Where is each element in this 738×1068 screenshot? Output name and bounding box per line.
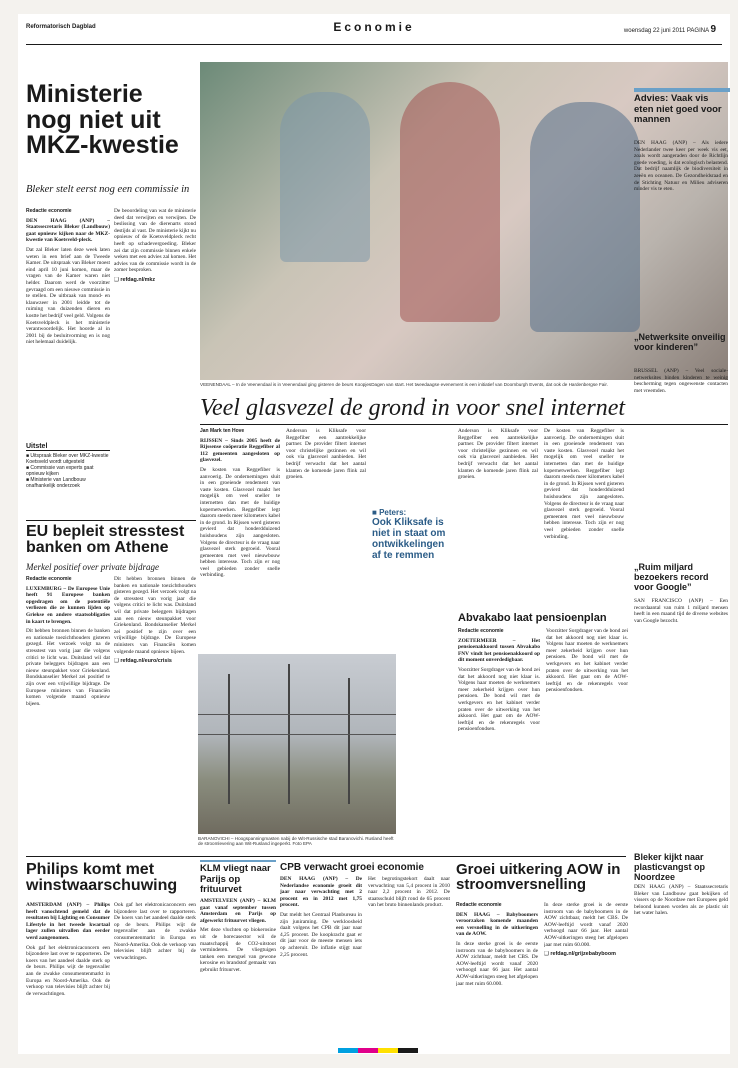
byline-aow: Redactie economie (456, 902, 502, 908)
subhead-greece: Merkel positief over private bijdrage (26, 562, 159, 572)
lead-glasvezel: RIJSSEN – Sinds 2005 heeft de Rijssense coöperatie Reggefiber al 112 gemeenten aangesloten op glasvezel. (200, 437, 280, 464)
byline-abvakabo: Redactie economie (458, 628, 504, 634)
body-glasvezel-2: Anderson is Kliksafe voor Reggefiber een aantrekkelijke partner. De provider filtert internet voor christelijke gezinnen en wil ook via glasvezel aanbieden. Het bedrijf verwacht dat het aantal klanten de komende jaren flink zal groeien. (286, 428, 366, 481)
quote-name: ■ Peters: (372, 508, 407, 517)
article-aow-col1 (456, 902, 538, 1046)
sidebar-bleker-text: DEN HAAG (ANP) – Staatssecretaris Bleker van Landbouw gaat bekijken of vissers op de Noordzee met Europees geld beloond kunnen worden als ze plastic uit het water halen. (634, 884, 728, 917)
subhead-mkz: Bleker stelt eerst nog een commissie in (26, 184, 190, 195)
sidebar-bar (634, 88, 730, 92)
newspaper-page (18, 14, 730, 1054)
sidebar-bleker-title: Bleker kijkt naar plasticvangst op Noordzee (634, 852, 706, 882)
sidebar-net-title: „Netwerksite onveilig voor kinderen” (634, 332, 726, 352)
paper-name: Reformatorisch Dagblad (26, 24, 96, 30)
headline-glasvezel: Veel glasvezel de grond in voor snel internet (200, 395, 626, 421)
lead-greece: LUXEMBURG – De Europese Unie heeft 91 Europese banken opgedragen om de potentiële verliezen die ze kunnen lijden op Griekse en andere staatsobligaties in kaart te brengen. (26, 585, 110, 625)
lead-aow: DEN HAAG – Babyboomers veroorzaken komende maanden een versnelling in de uitkeringen van de AOW. (456, 911, 538, 938)
color-registration-bar (338, 1048, 418, 1053)
quote-box (372, 508, 452, 598)
body-glasvezel: De kosten van Reggefiber is aanvoerig. De ondernemingen sluit in een groeiende rendement van vaste kosten. Glasvezel maakt het mogelijk om veel sneller te internetten dan met de huidige kopernetwerken. Reggefiber legt daarom steeds meer kilometers kabel in de grond. In Rijssen werd gisteren gevierd dat honderdduizend huishoudens zijn aangesloten. Volgens de directeur is de vraag naar glasvezel sterk gegroeid. Vooral gemeenten met veel nieuwbouw hebben interesse. Toch zijn er nog veel gebieden zonder snelle verbinding. (200, 466, 280, 579)
body-philips: Ook gaf het elektronicaconcern een bijzondere last over te rapporteren. De koers van het aandeel daalde sterk op de beurs. Philips wijt de tegenvaller aan de zwakke consumentenmarkt in Europa en Noord-Amerika. Ook de verkoop van televisies blijft achter bij de verwachtingen. (26, 944, 110, 997)
issue-date: woensdag 22 juni 2011 (623, 28, 686, 34)
sidebar-google-body (634, 598, 728, 822)
uitstel-box (26, 444, 110, 508)
swatch (338, 1048, 358, 1053)
article-mkz-col2 (114, 208, 196, 488)
byline-glasvezel: Jan Mark ten Hove (200, 428, 245, 434)
body-abvakabo-2: Voorzitter Sorgdrager van de bond zei dat het akkoord nog niet klaar is. Volgens haar moeten de werknemers meer zekerheid krijgen over hun pensioen. De bond wil met de werkgevers en het kabinet verder praten over de uitwerking van het akkoord. Het gaat om de AOW-leeftijd en de rekenregels voor pensioenfondsen. (546, 628, 628, 694)
photo-wire (198, 734, 396, 735)
headline-abvakabo: Abvakabo laat pensioenplan (458, 612, 607, 624)
caption-main-photo: VEENENDAAL – In de Veenendaal is in Veenendaal ging gisteren de beurs KoopjesDagen van start. Het tweedaagse evenement is een initiatief van Doornburgh Events, dat ook de Hardenbergse Fair. (200, 382, 608, 387)
photo-power-lines (198, 654, 396, 834)
photo-credit: Foto EPA (292, 841, 312, 847)
article-glasvezel-col4 (458, 428, 538, 608)
article-abvakabo-col1 (458, 628, 540, 838)
body-cpb: Dat meldt het Centraal Planbureau in zijn juniraming. De werkloosheid daalt volgens het CPB dit jaar naar 4,25 procent. De koopkracht gaat er dit jaar voor de meeste mensen iets op achteruit. De inflatie stijgt naar 2,25 procent. (280, 911, 362, 958)
body-greece: Dit hebben bronnen binnen de banken en nationale toezichthouders gisteren gezegd. Het verzoek volgt na de stresstest van vorig jaar die volgens critici te licht was. Duitsland wil dat private beleggers bijdragen aan een nieuw steunpakket voor Griekenland. Bondskanselier Merkel zei positief te zijn over een vrijwillige bijdrage. De Europese ministers van Financiën komen volgende maand opnieuw bijeen. (26, 628, 110, 707)
photo-figure (400, 82, 500, 322)
lead-philips: AMSTERDAM (ANP) – Philips heeft vanochtend gemeld dat de resultaten bij Lighting en Consumer Lifestyle in het tweede kwartaal lager zullen uitvallen dan eerder werd aangenomen. (26, 902, 110, 941)
article-philips-col1 (26, 902, 110, 1046)
headline-mkz: Ministerie nog niet uit MKZ-kwestie (26, 80, 179, 159)
article-cpb-col1 (280, 876, 362, 1046)
uitstel-item: ■ Commissie van experts gaat opnieuw kijken (26, 465, 94, 477)
article-greece-col1 (26, 576, 110, 848)
body-glasvezel-4: Anderson is Kliksafe voor Reggefiber een aantrekkelijke partner. De provider filtert internet voor christelijke gezinnen en wil ook via glasvezel aanbieden. Het bedrijf verwacht dat het aantal klanten de komende jaren flink zal groeien. (458, 428, 538, 481)
sidebar-advice-body (634, 140, 728, 326)
body-cpb-2: Het begrotingstekort daalt naar verwachting van 5,4 procent in 2010 naar 2,2 procent in 2012. De staatsschuld blijft rond de 65 procent van het bruto binnenlands product. (368, 876, 450, 909)
article-glasvezel-col1 (200, 428, 280, 648)
headline-philips: Philips komt met winstwaarschuwing (26, 861, 178, 895)
page-label: PAGINA (686, 28, 709, 34)
body-abvakabo: Voorzitter Sorgdrager van de bond zei dat het akkoord nog niet klaar is. Volgens haar moeten de werknemers meer zekerheid krijgen over hun pensioen. De bond wil met de werkgevers en het kabinet verder praten over de uitwerking van het akkoord. Het gaat om de AOW-leeftijd en de rekenregels voor pensioenfondsen. (458, 666, 540, 733)
photo-figure (280, 92, 370, 262)
uitstel-title: Uitstel (26, 444, 110, 451)
sidebar-google-text: SAN FRANCISCO (ANP) – Een recordaantal van ruim 1 miljard mensen heeft in een maand tijd de diverse websites van Google bezocht. (634, 598, 728, 624)
photo-pylon (348, 678, 350, 804)
body-glasvezel-5: De kosten van Reggefiber is aanvoerig. De ondernemingen sluit in een groeiende rendement van vaste kosten. Glasvezel maakt het mogelijk om veel sneller te internetten dan met de huidige kopernetwerken. Reggefiber legt daarom steeds meer kilometers kabel in de grond. In Rijssen werd gisteren gevierd dat honderdduizend huishoudens zijn aangesloten. Volgens de directeur is de vraag naar glasvezel sterk gegroeid. Vooral gemeenten met veel nieuwbouw hebben interesse. Toch zijn er nog veel gebieden zonder snelle verbinding. (544, 428, 624, 540)
masthead (18, 14, 730, 54)
masthead-rule (26, 44, 722, 45)
link-greece[interactable]: ❑ refdag.nl/euro/crisis (114, 658, 172, 665)
lead-klm: AMSTELVEEN (ANP) – KLM gaat vanaf september tussen Amsterdam en Parijs op afgewerkt frituurvet vliegen. (200, 898, 276, 924)
uitstel-item: ■ Uitspraak Bleker over MKZ-kwestie Koetsveld wordt uitgesteld (26, 453, 109, 465)
sidebar-advice-text: DEN HAAG (ANP) – Als iedere Nederlander twee keer per week vis eet, zoals wordt aangeraden door de Richtlijn goede voeding, is dat ecologisch belastend. Dat bedrijf naamlijk de biodiversiteit in zeeën en oceanen. De Gezondheidsraad en de Stichting Natuur en Milieu adviseren minder vis te eten. (634, 140, 728, 193)
body-greece-2: Dit hebben bronnen binnen de banken en nationale toezichthouders gisteren gezegd. Het verzoek volgt na de stresstest van vorig jaar die volgens critici te licht was. Duitsland wil dat private beleggers bijdragen aan een nieuw steunpakket voor Griekenland. Bondskanselier Merkel zei positief te zijn over een vrijwillige bijdrage. De Europese ministers van Financiën komen volgende maand opnieuw bijeen. (114, 576, 196, 655)
photo-wire (198, 714, 396, 715)
uitstel-item: ■ Ministerie van Landbouw onafhankelijk onderzoek (26, 477, 86, 489)
sidebar-bleker-body (634, 884, 728, 1034)
article-glasvezel-col5 (544, 428, 624, 608)
body-mkz-right: De beoordeling van wat de ministerie deed dat verwijten en verwijten. De beslissing van de dierenarts stond destijds al vast. De ministerie kijkt nu opnieuw of de Koetsveldpleck recht heeft op schadevergoeding. Bleker zei dat zijn commissie binnen enkele weken met een advies zal komen. Het advies van de commissie wordt in de zomer besproken. (114, 208, 196, 274)
lead-mkz: DEN HAAG (ANP) – Staatssecretaris Bleker (Landbouw) gaat opnieuw kijken naar de MKZ-kwestie van Koetsveld-pleck. (26, 217, 110, 244)
byline-greece: Redactie economie (26, 576, 72, 582)
section-title: Economie (333, 20, 415, 34)
body-aow: In deze sterke groei is de eerste instroom van de babyboomers in de AOW zichtbaar, meldt het CBS. De AOW-leeftijd wordt vanaf 2020 verhoogd naar 66 jaar. Het aantal AOW-uitkeringen steeg het afgelopen jaar met ruim 60.000. (456, 940, 538, 987)
lead-cpb: DEN HAAG (ANP) – De Nederlandse economie groeit dit jaar naar verwachting met 2 procent en in 2012 met 1,75 procent. (280, 876, 362, 909)
byline-mkz: Redactie economie (26, 208, 72, 214)
swatch (398, 1048, 418, 1053)
article-mkz-col1 (26, 208, 110, 440)
greece-rule (26, 520, 196, 521)
bottom-rule (26, 856, 626, 857)
article-glasvezel-col2 (286, 428, 366, 648)
article-philips-col2 (114, 902, 196, 1046)
link-aow[interactable]: ❑ refdag.nl/grijzebabyboom (544, 951, 616, 958)
sidebar-google-title: „Ruim miljard bezoekers record voor Google” (634, 562, 709, 592)
article-greece-col2 (114, 576, 196, 848)
swatch (358, 1048, 378, 1053)
link-mkz[interactable]: ❑ refdag.nl/mkz (114, 276, 156, 283)
body-klm: Met deze vluchten op biokerosine uit de horecasector wil de maatschappij de CO2-uitstoot verminderen. De vliegtuigen tanken een mengsel van gewone kerosine en brandstof gemaakt van gebruikt frituurvet. (200, 927, 276, 973)
body-philips-2: Ook gaf het elektronicaconcern een bijzondere last over te rapporteren. De koers van het aandeel daalde sterk op de beurs. Philips wijt de tegenvaller aan de zwakke consumentenmarkt in Europa en Noord-Amerika. Ook de verkoop van televisies blijft achter bij de verwachtingen. (114, 902, 196, 961)
sidebar-advice-title: Advies: Vaak vis eten niet goed voor mannen (634, 93, 722, 125)
klm-bar (200, 860, 276, 862)
body-aow-2: In deze sterke groei is de eerste instroom van de babyboomers in de AOW zichtbaar, meldt het CBS. De AOW-leeftijd wordt vanaf 2020 verhoogd naar 66 jaar. Het aantal AOW-uitkeringen steeg het afgelopen jaar met ruim 60.000. (544, 902, 628, 948)
headline-cpb: CPB verwacht groei economie (280, 862, 424, 873)
headline-klm: KLM vliegt naar Parijs op frituurvet (200, 863, 271, 895)
page-info (624, 24, 716, 35)
article-cpb-col2 (368, 876, 450, 1046)
swatch (378, 1048, 398, 1053)
photo-figure (530, 102, 640, 332)
sidebar-net-body (634, 368, 728, 556)
body-mkz: Dat zal Bleker laten deze week laten weten in een brief aan de Tweede Kamer. De uitspraak van Bleker moest eind april 10 juni komen, maar de vragen van de Kamer waren niet helder. Daarom werd de voorzitter gevraagd om een nieuwe commissie in te stellen. De uitbraak van mond- en klauwzeer in 2001 leidde tot de ruiming van duizenden dieren en kostte het bedrijf veel geld. Volgens de Koetsveldpleck is het ministerie verantwoordelijk. Het hoorde al in 2001 bij de besluitvorming en is nog niet helemaal duidelijk. (26, 246, 110, 346)
quote-text: Ook Kliksafe is niet in staat om ontwikkelingen af te remmen (372, 517, 446, 561)
article-abvakabo-col2 (546, 628, 628, 838)
headline-aow: Groei uitkering AOW in stroomversnelling (456, 861, 621, 894)
page-number: 9 (710, 24, 716, 35)
caption-power-photo: BARANOVICHI – Hoogspanningmasten nabij de Wit-Russische stad Baranovichi. Rusland heeft de stroomlevering aan Wit-Rusland ingeperkt. Foto EPA (198, 836, 394, 847)
photo-pylon (228, 674, 230, 804)
lead-abvakabo: ZOETERMEER – Het pensioenakkoord tussen Abvakabo FNV vindt het pensioenakkoord op dit moment onverdedigbaar. (458, 637, 540, 664)
article-aow-col2 (544, 902, 628, 1046)
sidebar-net-text: BRUSSEL (ANP) – Veel sociale-netwerksites binden kinderen te weinig bescherming tegen ongewenste contacten met vreemden. (634, 368, 728, 394)
headline-greece: EU bepleit stresstest banken om Athene (26, 523, 185, 557)
article-klm (200, 898, 276, 1046)
